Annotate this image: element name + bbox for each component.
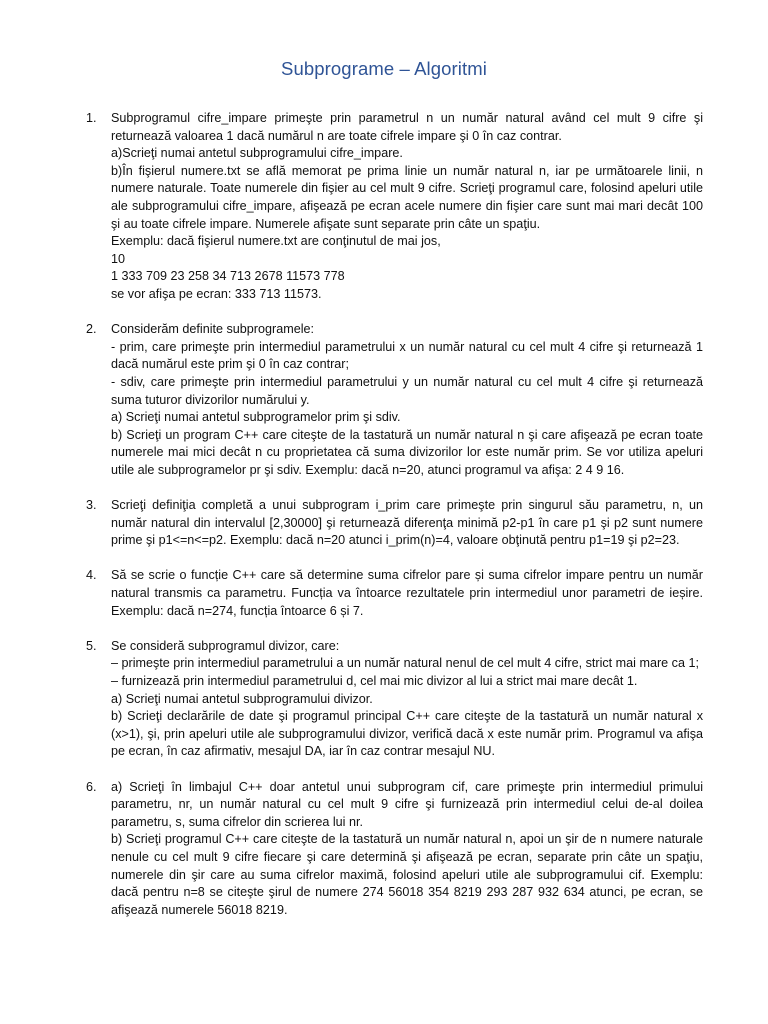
exercise-number: 1. (86, 111, 97, 125)
exercise-item (86, 638, 703, 761)
exercise-number: 6. (86, 779, 97, 794)
exercise-text-line: b) Scrieţi un program C++ care citeşte de la tastatură un număr natural n şi care afişează pe ecran toate numerele mai mici decât n cu proprietatea că suma divizorilor lor este număr prim. Se vor utiliza apeluri utile ale subprogramelor pr şi sdiv. Exemplu: dacă n=20, atunci programul va afişa: 2 4 9 16. (111, 427, 703, 477)
exercise-text-line: - prim, care primeşte prin intermediul parametrului x un număr natural cu cel mult 4 cifre şi returnează 1 dacă numărul este prim şi 0 în caz contrar; (111, 339, 703, 372)
exercise-text-line: b) Scrieţi declarările de date şi programul principal C++ care citeşte de la tastatură un număr natural x (x>1), şi, prin apeluri utile ale subprogramului divizor, verifică dacă x este număr prim. Programul va afişa pe ecran, în caz afirmativ, mesajul DA, iar în caz contrar mesajul NU. (111, 709, 703, 759)
exercise-text-line: Subprogramul cifre_impare primeşte prin parametrul n un număr natural având cel mult 9 cifre şi returnează valoarea 1 dacă numărul n are toate cifrele impare şi 0 în caz contrar. (111, 111, 703, 143)
exercise-text-line: b) Scrieţi programul C++ care citeşte de la tastatură un număr natural n, apoi un şir de n numere naturale nenule cu cel mult 9 cifre fiecare şi care determină şi afişează pe ecran, separate prin câte un spaţiu, numerele din şir care au suma cifrelor maximă, folosind apeluri utile ale subprogramului cif. Exemplu: dacă pentru n=8 se citeşte şirul de numere 274 56018 354 8219 293 287 932 634 atunci, pe ecran, se afişează numerele 56018 8219. (111, 832, 703, 917)
exercise-number: 4. (86, 568, 97, 583)
exercise-text-line: a) Scrieţi numai antetul subprogramului divizor. (111, 691, 373, 706)
exercise-item (86, 110, 703, 304)
exercise-text-line: Se consideră subprogramul divizor, care: (111, 638, 340, 653)
exercise-list (86, 110, 703, 937)
exercise-text-line: – furnizează prin intermediul parametrului d, cel mai mic divizor al lui a strict mai mare decât 1. (111, 674, 638, 688)
exercise-number: 5. (86, 638, 97, 653)
exercise-number: 3. (86, 498, 97, 513)
exercise-text-line: a) Scrieţi numai antetul subprogramelor prim şi sdiv. (111, 410, 401, 425)
page-title: Subprograme – Algoritmi (281, 58, 487, 79)
exercise-item (86, 497, 703, 550)
exercise-text-line: Exemplu: dacă fişierul numere.txt are conţinutul de mai jos, (111, 234, 441, 249)
exercise-text-line: 1 333 709 23 258 34 713 2678 11573 778 (111, 269, 345, 284)
exercise-text-line: a) Scrieţi în limbajul C++ doar antetul unui subprogram cif, care primeşte prin intermediul primului parametru, nr, un număr natural cu cel mult 9 cifre şi furnizează prin intermediul celui de-al doilea parametru, s, suma cifrelor din scrierea lui nr. (111, 779, 703, 829)
exercise-text-line: a)Scrieţi numai antetul subprogramului cifre_impare. (111, 146, 403, 161)
exercise-text-line: se vor afişa pe ecran: 333 713 11573. (111, 286, 322, 301)
exercise-item (86, 779, 703, 920)
exercise-number: 2. (86, 322, 97, 337)
exercise-text-line: – primeşte prin intermediul parametrului a un număr natural nenul de cel mult 4 cifre, strict mai mare ca 1; (111, 656, 699, 671)
exercise-text-line: 10 (111, 251, 126, 266)
exercise-text-line: Considerăm definite subprogramele: (111, 322, 315, 337)
exercise-item (86, 321, 703, 479)
exercise-text-line: Să se scrie o funcție C++ care să determine suma cifrelor pare și suma cifrelor impare pentru un număr natural transmis ca parametru. Funcția va întoarce rezultatele prin intermediul unor parametri de ieșire. Exemplu: dacă n=274, funcția întoarce 6 și 7. (111, 568, 703, 618)
exercise-text-line: Scrieţi definiţia completă a unui subprogram i_prim care primeşte prin singurul său parametru, n, un număr natural din intervalul [2,30000] şi returnează diferenţa minimă p2-p1 în care p1 şi p2 sunt numere prime şi p1<=n<=p2. Exemplu: dacă n=20 atunci i_prim(n)=4, valoare obţinută pentru p1=19 şi p2=23. (111, 498, 703, 548)
exercise-item (86, 567, 703, 620)
exercise-text-line: - sdiv, care primeşte prin intermediul parametrului y un număr natural cu cel mult 4 cifre şi returnează suma tuturor divizorilor numărului y. (111, 374, 703, 407)
exercise-text-line: b)În fişierul numere.txt se află memorat pe prima linie un număr natural n, iar pe următoarele linii, n numere naturale. Toate numerele din fişier au cel mult 9 cifre. Scrieţi programul care, folosind apeluri utile ale subprogramului cifre_impare, afişează pe ecran acele numere din fişier care sunt mai mari decât 100 şi au toate cifrele impare. Numerele afişate sunt separate prin câte un spaţiu. (111, 163, 703, 231)
